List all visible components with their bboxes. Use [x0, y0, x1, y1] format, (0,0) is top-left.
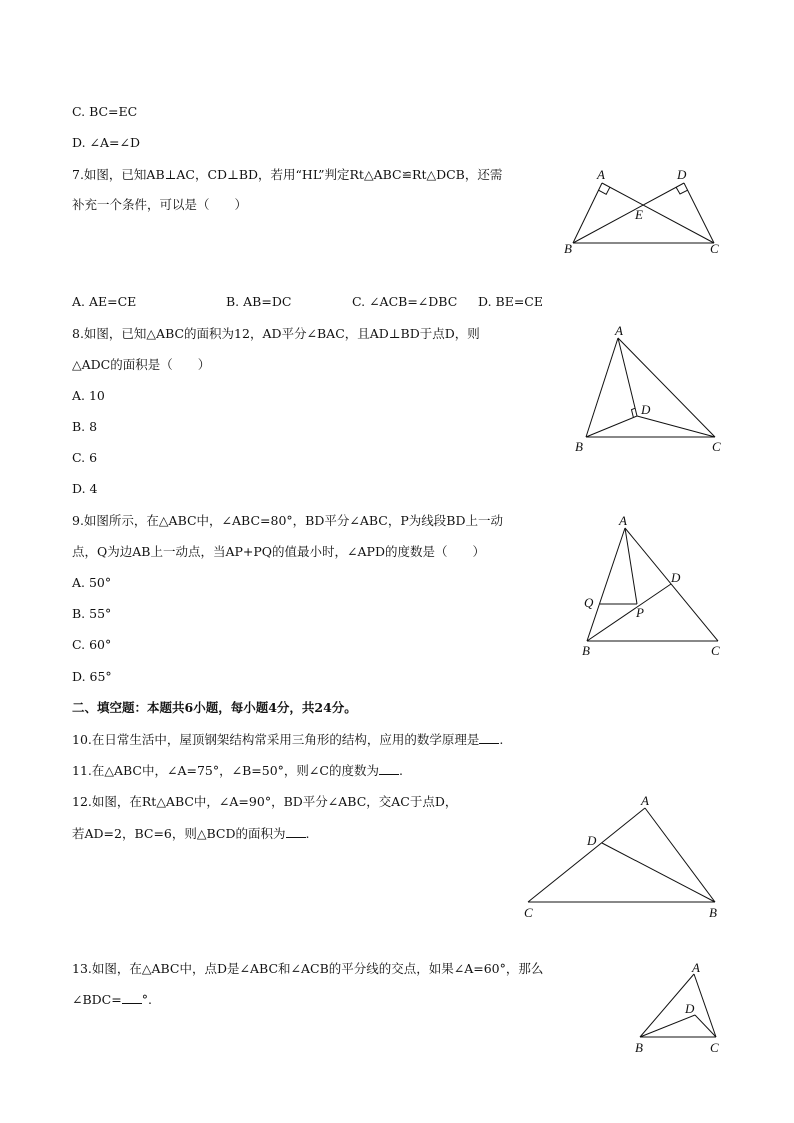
- q7-option-c: C. ∠ACB=∠DBC: [352, 294, 458, 309]
- q7-segment-ab: [573, 183, 602, 243]
- q8-option-d: D. 4: [72, 481, 98, 496]
- q8-label-b: B: [575, 439, 583, 454]
- q9-option-c: C. 60°: [72, 637, 112, 652]
- q12-stem-line1: 12.如图，在Rt△ABC中，∠A=90°，BD平分∠ABC，交AC于点D，: [72, 794, 458, 809]
- q9-segment-bd: [587, 584, 671, 641]
- q8-label-d: D: [641, 402, 651, 417]
- q12-label-c: C: [524, 905, 533, 920]
- q9-label-b: B: [582, 643, 590, 658]
- q12-label-a: A: [641, 793, 649, 808]
- q7-label-c: C: [710, 241, 719, 256]
- q8-segment-ab: [586, 338, 618, 437]
- q9-option-b: B. 55°: [72, 606, 112, 621]
- q13-segment-ac: [694, 974, 716, 1037]
- q9-label-a: A: [619, 513, 627, 528]
- q13-label-d: D: [685, 1001, 695, 1016]
- q13-label-b: B: [635, 1040, 643, 1055]
- q9-option-d: D. 65°: [72, 669, 112, 684]
- q12-answer-blank[interactable]: [286, 826, 306, 838]
- q13-segment-dc: [695, 1015, 716, 1037]
- q7-option-b: B. AB=DC: [226, 294, 292, 309]
- q8-right-angle-d: [632, 408, 636, 417]
- q8-stem-line1: 8.如图，已知△ABC的面积为12，AD平分∠BAC，且AD⊥BD于点D，则: [72, 326, 480, 341]
- q8-label-c: C: [712, 439, 721, 454]
- q9-stem-line2: 点，Q为边AB上一动点，当AP+PQ的值最小时，∠APD的度数是（ ）: [72, 544, 485, 559]
- q7-label-a: A: [597, 167, 605, 182]
- q12-segment-ca: [528, 808, 645, 902]
- q10-end: .: [499, 732, 504, 747]
- q7-stem-line1: 7.如图，已知AB⊥AC，CD⊥BD，若用“HL”判定Rt△ABC≌Rt△DCB，还需: [72, 167, 503, 182]
- q7-options: [72, 294, 543, 310]
- q12-end: .: [305, 826, 310, 841]
- q7-label-d: D: [677, 167, 687, 182]
- q9-stem-line1: 9.如图所示，在△ABC中，∠ABC=80°，BD平分∠ABC，P为线段BD上一动: [72, 513, 503, 528]
- q8-option-a: A. 10: [72, 388, 105, 403]
- q8-stem-line2: △ADC的面积是（ ）: [72, 357, 211, 372]
- q13-segment-bd: [640, 1015, 695, 1037]
- q9-label-q: Q: [584, 595, 594, 610]
- q7-segment-ac: [602, 183, 714, 243]
- q6-option-d: D. ∠A=∠D: [72, 135, 140, 150]
- q8-label-a: A: [615, 323, 623, 338]
- q12-segment-db: [602, 843, 715, 902]
- q13-label-c: C: [710, 1040, 719, 1055]
- q7-label-b: B: [564, 241, 572, 256]
- q12-stem-line2: 若AD=2，BC=6，则△BCD的面积为: [72, 826, 286, 841]
- q12-segment-ab: [645, 808, 715, 902]
- q7-label-e: E: [635, 207, 643, 222]
- q7-segment-dc: [684, 183, 714, 243]
- q9-figure: [575, 510, 735, 663]
- q11-end: .: [398, 763, 403, 778]
- q9-label-c: C: [711, 643, 720, 658]
- q12-figure: [520, 790, 730, 923]
- q9-segment-ap: [625, 528, 637, 604]
- q13-answer-blank[interactable]: [122, 992, 142, 1004]
- q7-figure: [560, 165, 730, 263]
- q8-segment-ac: [618, 338, 715, 437]
- q13-stem-line2: ∠BDC=: [72, 992, 122, 1007]
- q11-stem: 11.在△ABC中，∠A=75°，∠B=50°，则∠C的度数为: [72, 763, 379, 778]
- q8-figure: [570, 323, 730, 461]
- q7-option-d: D. BE=CE: [478, 294, 543, 309]
- q13-figure: [630, 958, 730, 1061]
- q13-label-a: A: [692, 960, 700, 975]
- q12-label-d: D: [587, 833, 597, 848]
- q8-segment-ad: [618, 338, 637, 416]
- q10-stem: 10.在日常生活中，屋顶钢架结构常采用三角形的结构，应用的数学原理是: [72, 732, 480, 747]
- q8-segment-bd: [586, 416, 637, 437]
- q7-right-angle-a: [598, 187, 610, 194]
- q8-option-c: C. 6: [72, 450, 98, 465]
- q9-label-d: D: [671, 570, 681, 585]
- q11-text: [72, 763, 403, 779]
- q8-segment-dc: [637, 416, 715, 437]
- q9-segment-ab: [587, 528, 625, 641]
- q6-option-c: C. BC=EC: [72, 104, 138, 119]
- q12-label-b: B: [709, 905, 717, 920]
- q7-option-a: A. AE=CE: [72, 294, 137, 309]
- q13-stem-line2-wrap: [72, 992, 152, 1008]
- q10-answer-blank[interactable]: [479, 732, 499, 744]
- q11-answer-blank[interactable]: [379, 763, 399, 775]
- section2-title: 二、填空题：本题共6小题，每小题4分，共24分。: [72, 700, 357, 715]
- q7-right-angle-d: [676, 187, 688, 194]
- q7-stem-line2: 补充一个条件，可以是（ ）: [72, 197, 248, 212]
- q12-stem-line2-wrap: [72, 826, 310, 842]
- q13-end: °.: [141, 992, 152, 1007]
- q13-stem-line1: 13.如图，在△ABC中，点D是∠ABC和∠ACB的平分线的交点，如果∠A=60°，那么: [72, 961, 544, 976]
- q10-text: [72, 732, 503, 748]
- q8-option-b: B. 8: [72, 419, 98, 434]
- q9-label-p: P: [636, 605, 644, 620]
- q7-segment-db: [573, 183, 684, 243]
- q9-option-a: A. 50°: [72, 575, 112, 590]
